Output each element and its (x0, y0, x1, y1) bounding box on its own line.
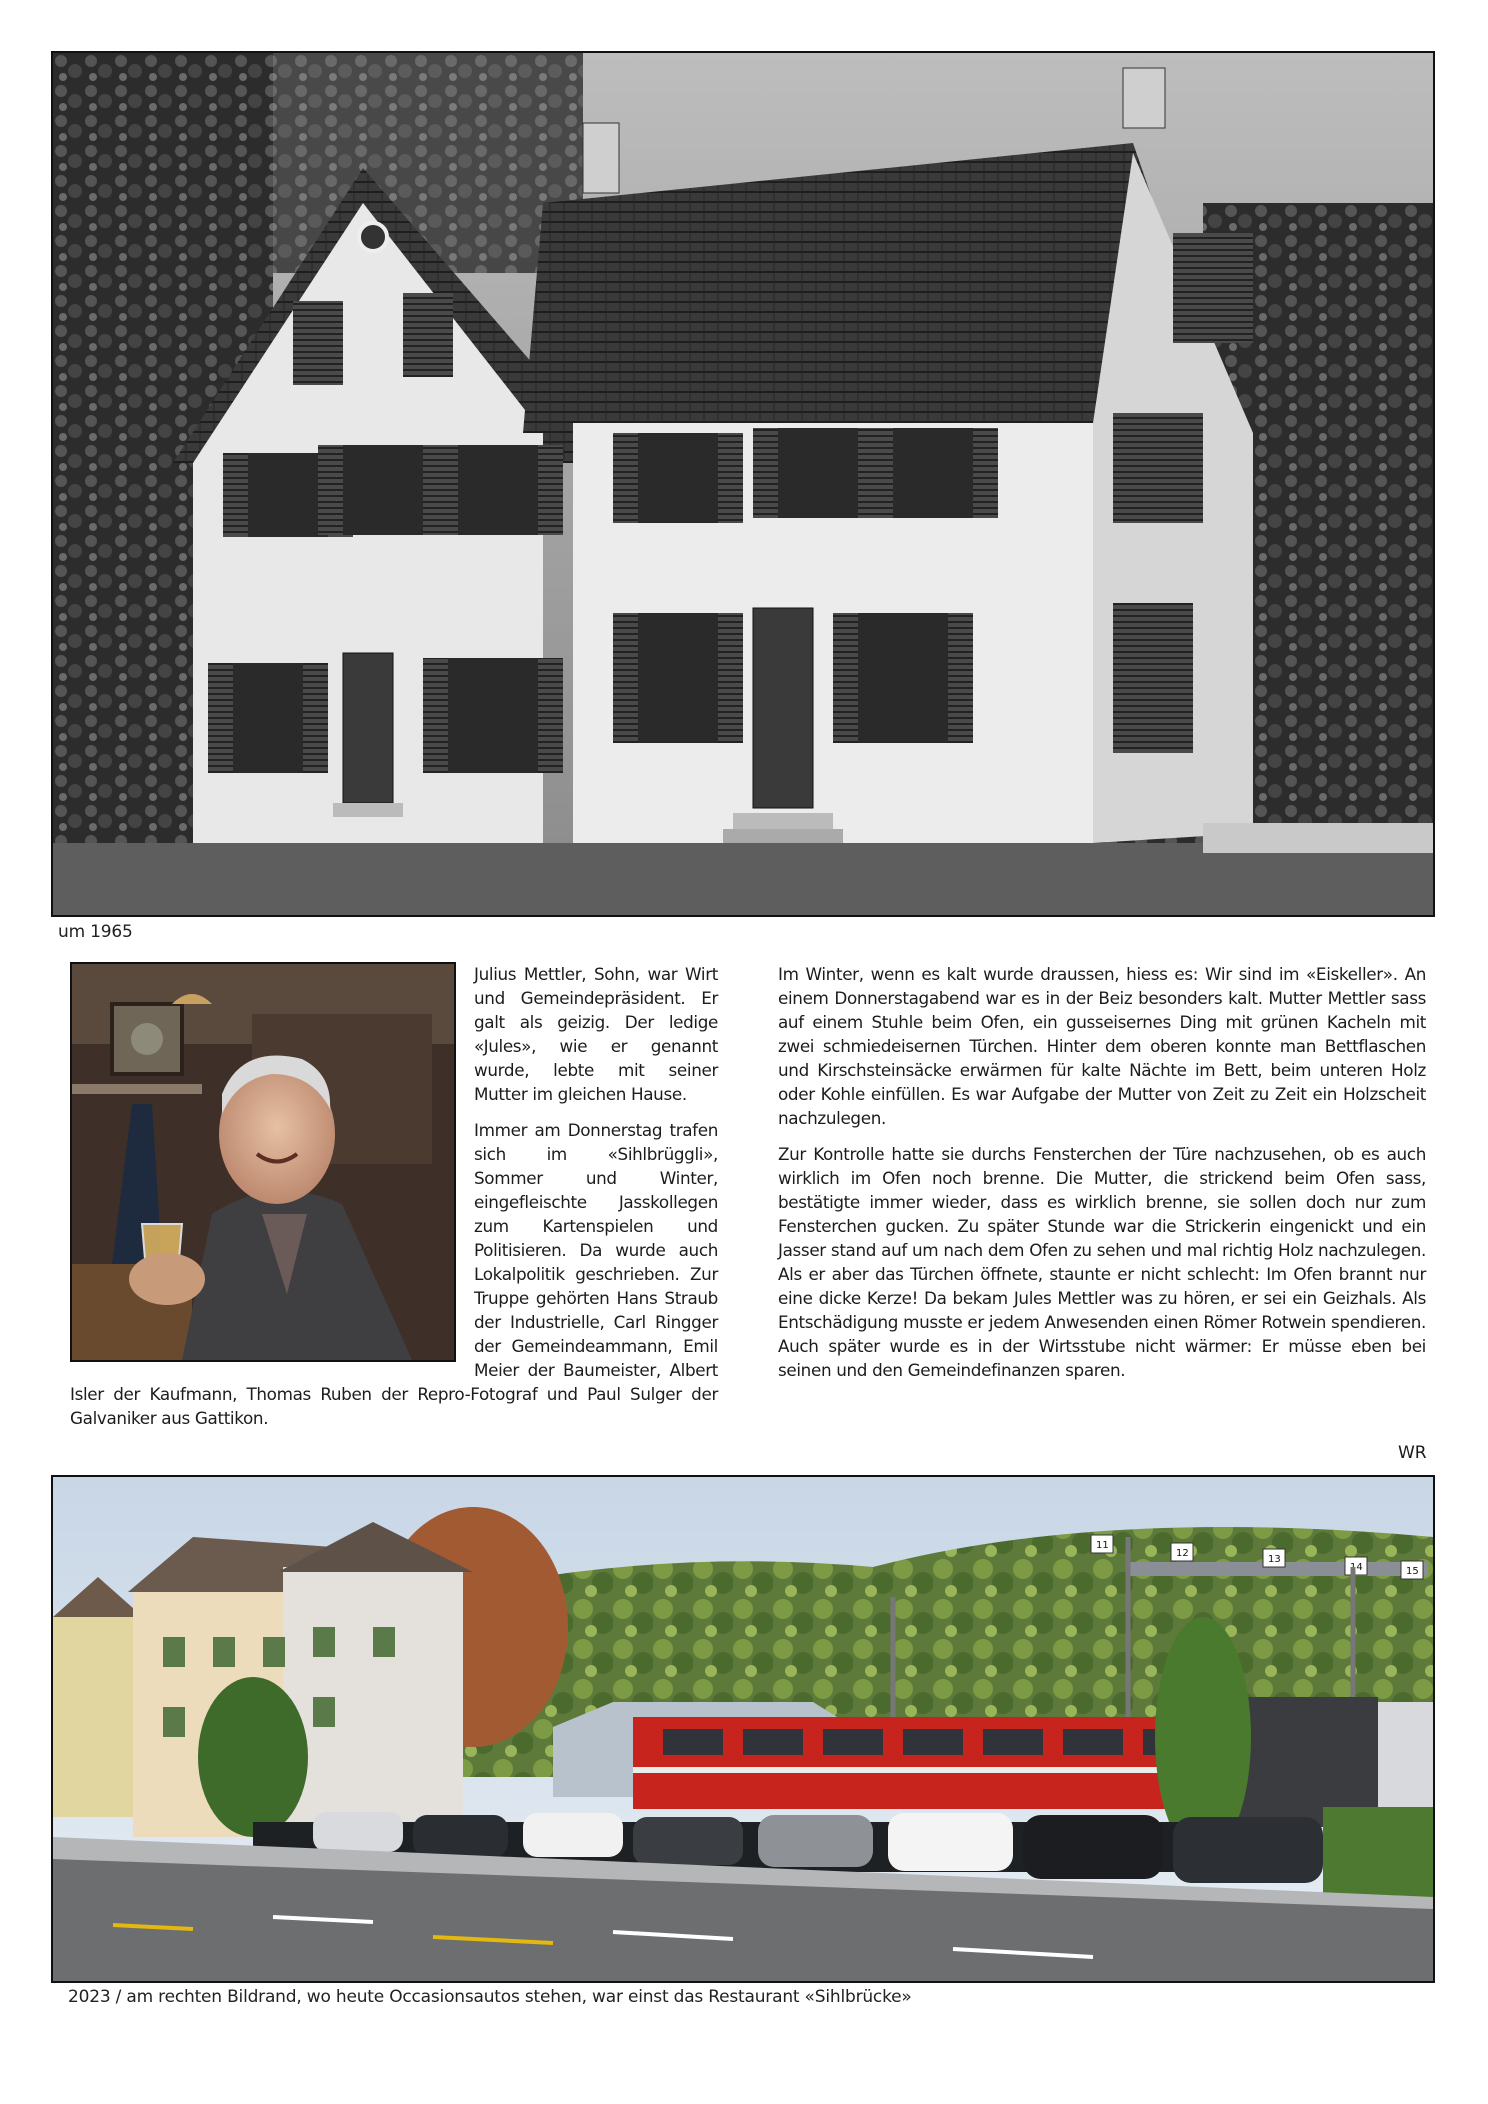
article-left-paragraph-2: Immer am Donnerstag trafen sich im «Sihlbrüggli», Sommer und Winter, eingefleischte Jasskollegen zum Kartenspielen und Politisieren. Da wurde auch Lokalpolitik geschrieben. Zur Truppe gehörten Hans Straub der Industrielle, Carl Ringger der Gemeindeammann, Emil Meier der Baumeister, Albert Isler der Kaufmann, Thomas Ruben der Repro-Fotograf und Paul Sulger der Galvaniker aus Gattikon. (70, 1120, 718, 1428)
signal-number-14: 14 (1350, 1562, 1363, 1573)
bottom-photo-caption: 2023 / am rechten Bildrand, wo heute Occasionsautos stehen, war einst das Restaurant «Sihlbrücke» (68, 1987, 912, 2007)
article-right-paragraph-2: Zur Kontrolle hatte sie durchs Fensterchen der Türe nachzusehen, ob es auch wirklich im Ofen noch brenne. Die Mutter, die strickend beim Ofen sass, bestätigte immer wieder, dass es wirklich brenne, sie sollen doch nur zum Fensterchen gucken. Zu später Stunde war die Strickerin eingenickt und ein Jasser stand auf um nach dem Ofen zu sehen und mal richtig Holz nachzulegen. Als er aber das Türchen öffnete, staunte er nicht schlecht: Im Ofen brannt nur eine dicke Kerze! Da bekam Jules Mettler was zu hören, er sei ein Geizhals. Als Entschädigung musste er jedem Anwesenden einen Römer Rotwein spendieren. Auch später wurde es in der Wirtsstube nicht wärmer: Er müsse eben bei seinen und den Gemeindefinanzen sparen. (778, 1144, 1426, 1380)
article-left-column (70, 962, 718, 1442)
signal-number-15: 15 (1406, 1566, 1419, 1577)
portrait-photo (70, 962, 456, 1362)
article-right-column (778, 962, 1426, 1394)
historic-house-illustration (53, 53, 1433, 915)
signal-number-12: 12 (1176, 1548, 1189, 1559)
historic-house-photo (51, 51, 1435, 917)
author-signature: WR (1398, 1443, 1427, 1463)
portrait-illustration (72, 964, 454, 1360)
signal-number-13: 13 (1268, 1554, 1281, 1565)
present-day-illustration (53, 1477, 1433, 1981)
present-day-photo (51, 1475, 1435, 1983)
top-photo-caption: um 1965 (58, 922, 133, 942)
signal-number-11: 11 (1096, 1540, 1109, 1551)
article-left-paragraph-1: Julius Mettler, Sohn, war Wirt und Gemeindepräsident. Er galt als geizig. Der ledige «Jules», wie er genannt wurde, lebte mit seiner Mutter im gleichen Hause. (474, 964, 718, 1104)
article-right-paragraph-1: Im Winter, wenn es kalt wurde draussen, hiess es: Wir sind im «Eiskeller». An einem Donnerstagabend war es in der Beiz besonders kalt. Mutter Mettler sass auf einem Stuhle beim Ofen, ein gusseisernes Ding mit grünen Kacheln mit zwei schmiedeisernen Türchen. Hinter dem oberen konnte man Bettflaschen und Kirschsteinsäcke erwärmen für kalte Nächte im Bett, beim unteren Holz oder Kohle einfüllen. Es war Aufgabe der Mutter von Zeit zu Zeit ein Holzscheit nachzulegen. (778, 964, 1426, 1128)
